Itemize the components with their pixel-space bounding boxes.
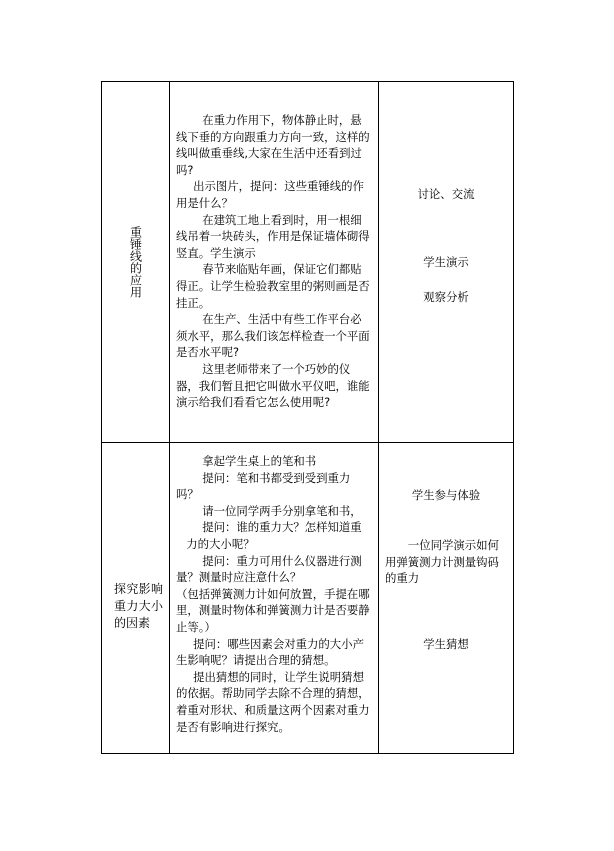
activity-cell: [379, 443, 514, 754]
content-paragraph: 出示图片，提问：这些重锤线的作用是什么？: [176, 179, 364, 210]
content-paragraph: 提问：笔和书都受到受到重力吗？: [176, 470, 351, 502]
topic-cell: [102, 443, 170, 754]
activity-cell: [379, 82, 514, 443]
lesson-plan-table: [101, 81, 514, 754]
activity-text: 学生猜想: [423, 637, 469, 651]
content-cell: [170, 443, 379, 754]
topic-cell: [102, 82, 170, 443]
content-paragraph: 在建筑工地上看到时，用一根细线吊着一块砖头，作用是保证墙体砌得竖直。学生演示: [176, 212, 370, 260]
content-paragraph: 请一位同学两手分别拿笔和书，: [202, 503, 362, 518]
activity-text: 观察分析: [423, 290, 469, 304]
activity-text: 学生演示: [423, 255, 469, 269]
content-paragraph: 拿起学生桌上的笔和书: [202, 454, 317, 468]
content-paragraph: 这里老师带来了一个巧妙的仪器，我们暂且把它叫做水平仪吧，谁能演示给我们看看它怎么使用呢?: [176, 361, 370, 410]
topic-label: 探究影响重力大小的因素: [114, 582, 163, 630]
topic-label: 重锤线的应用: [128, 226, 143, 298]
activity-text: 学生参与体验: [411, 488, 481, 502]
activity-text: 讨论、交流: [417, 187, 475, 201]
content-paragraph: 提问：哪些因素会对重力的大小产生影响呢？请提出合理的猜想。: [176, 636, 364, 668]
content-cell: [170, 82, 379, 443]
table-row: [102, 443, 514, 754]
table-row: [102, 82, 514, 443]
content-paragraph: 在生产、生活中有些工作平台必须水平，那么我们该怎样检查一个平面是否水平呢?: [176, 312, 370, 360]
content-paragraph: 提问：谁的重力大？怎样知道重力的大小呢？: [186, 520, 362, 551]
activity-text: 一位同学演示如何用弹簧测力计测量钩码的重力: [385, 538, 499, 586]
content-paragraph: 提问：重力可用什么仪器进行测量？测量时应注意什么？: [176, 553, 362, 585]
content-paragraph: 春节来临贴年画，保证它们都贴得正。让学生检验教室里的粥则画是否挂正。: [176, 262, 370, 310]
content-paragraph: 在重力作用下，物体静止时，悬线下垂的方向跟重力方向一致，这样的线叫做重垂线,大家在生活中还看到过吗?: [176, 113, 370, 177]
content-paragraph: （包括弹簧测力计如何放置，手提在哪里，测量时物体和弹簧测力计是否要静止等。）: [176, 586, 370, 634]
content-paragraph: 提出猜想的同时，让学生说明猜想的依据。帮助同学去除不合理的猜想，着重对形状、和质量这两个因素对重力是否有影响进行探究。: [176, 669, 370, 734]
